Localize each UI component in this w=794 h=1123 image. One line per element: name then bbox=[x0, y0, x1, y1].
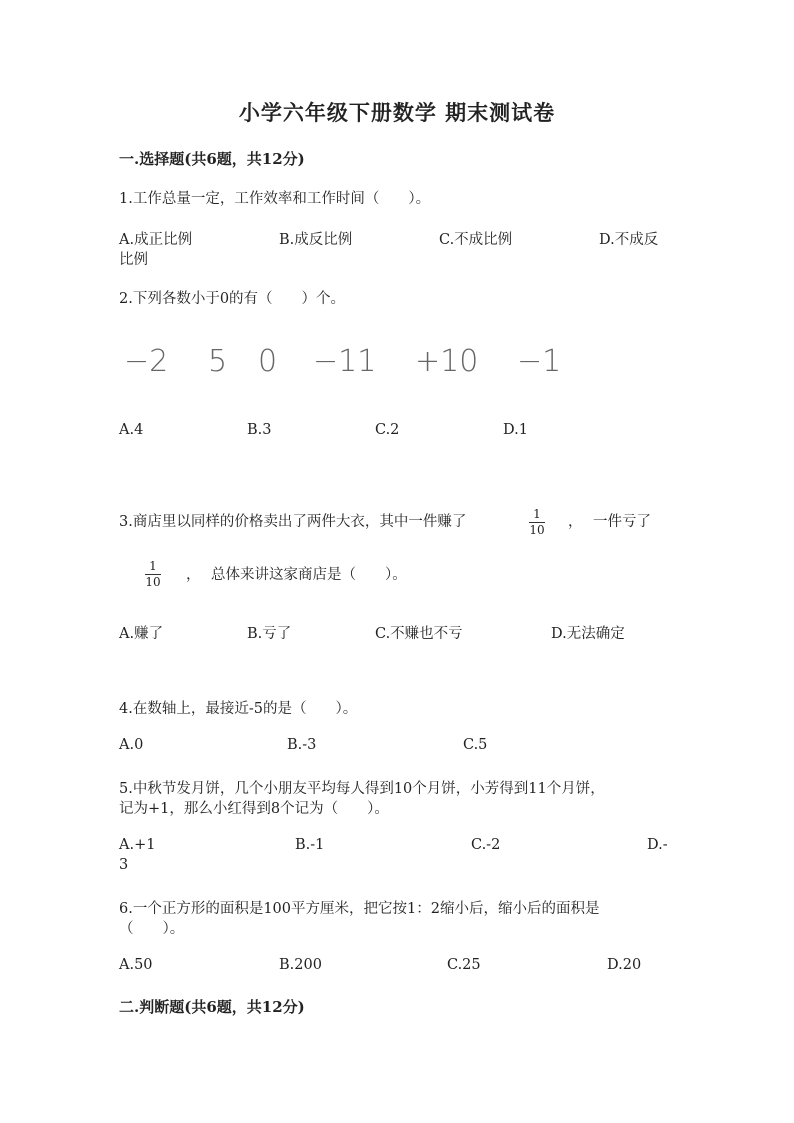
number-item: −1 bbox=[517, 344, 562, 379]
fraction-denominator: 10 bbox=[529, 523, 545, 537]
section-heading-choice: 一.选择题(共6题，共12分) bbox=[119, 150, 305, 168]
question-1-option-d-wrap: 比例 bbox=[119, 252, 148, 268]
page-title: 小学六年级下册数学 期末测试卷 bbox=[238, 100, 556, 125]
question-4-option-c: C.5 bbox=[463, 737, 488, 753]
question-3-comma: ， bbox=[568, 514, 583, 530]
question-1-text: 1.工作总量一定，工作效率和工作时间（ ）。 bbox=[119, 191, 431, 207]
number-item: 0 bbox=[258, 344, 278, 379]
question-4-text: 4.在数轴上，最接近-5的是（ ）。 bbox=[119, 701, 358, 717]
number-item: −11 bbox=[313, 344, 377, 379]
question-5-text-line-2: 记为+1，那么小红得到8个记为（ ）。 bbox=[119, 801, 389, 817]
question-3-text-part-1: 3.商店里以同样的价格卖出了两件大衣，其中一件赚了 bbox=[119, 514, 467, 530]
number-item: 5 bbox=[208, 344, 228, 379]
question-1-option-a: A.成正比例 bbox=[119, 232, 193, 248]
section-heading-judgement: 二.判断题(共6题，共12分) bbox=[119, 998, 305, 1016]
question-1-option-c: C.不成比例 bbox=[439, 232, 513, 248]
question-1-option-d: D.不成反 bbox=[599, 232, 659, 248]
fraction-numerator: 1 bbox=[533, 507, 541, 521]
question-6-text-line-1: 6.一个正方形的面积是100平方厘米，把它按1：2缩小后，缩小后的面积是 bbox=[119, 901, 600, 917]
number-item: +10 bbox=[415, 344, 479, 379]
question-3-option-b: B.亏了 bbox=[247, 626, 292, 642]
question-3-comma: ， bbox=[186, 567, 201, 583]
question-5-option-d-wrap: 3 bbox=[119, 857, 129, 873]
question-6-option-a: A.50 bbox=[119, 957, 153, 973]
question-3-text-part-3: 总体来讲这家商店是（ ）。 bbox=[211, 567, 407, 583]
question-5-option-c: C.-2 bbox=[471, 837, 501, 853]
question-5-option-a: A.+1 bbox=[119, 837, 156, 853]
question-4-option-b: B.-3 bbox=[287, 737, 317, 753]
question-2-text: 2.下列各数小于0的有（ ）个。 bbox=[119, 291, 346, 307]
question-5-option-d: D.- bbox=[647, 837, 668, 853]
question-6-option-d: D.20 bbox=[607, 957, 642, 973]
question-4-option-a: A.0 bbox=[119, 737, 144, 753]
fraction bbox=[145, 560, 161, 589]
question-6-option-c: C.25 bbox=[447, 957, 481, 973]
fraction bbox=[529, 508, 545, 537]
question-2-option-c: C.2 bbox=[375, 422, 400, 438]
question-3-option-d: D.无法确定 bbox=[551, 626, 625, 642]
question-2-option-d: D.1 bbox=[503, 422, 528, 438]
question-3-option-c: C.不赚也不亏 bbox=[375, 626, 463, 642]
fraction-numerator: 1 bbox=[149, 559, 157, 573]
question-1-option-b: B.成反比例 bbox=[279, 232, 353, 248]
question-3-option-a: A.赚了 bbox=[119, 626, 164, 642]
fraction-denominator: 10 bbox=[145, 575, 161, 589]
number-item: −2 bbox=[124, 344, 169, 379]
question-2-option-b: B.3 bbox=[247, 422, 272, 438]
question-5-option-b: B.-1 bbox=[295, 837, 325, 853]
question-6-option-b: B.200 bbox=[279, 957, 322, 973]
question-5-text-line-1: 5.中秋节发月饼，几个小朋友平均每人得到10个月饼，小芳得到11个月饼， bbox=[119, 781, 605, 797]
question-6-text-line-2: （ ）。 bbox=[119, 921, 185, 937]
question-3-text-part-2: 一件亏了 bbox=[593, 514, 651, 530]
question-2-option-a: A.4 bbox=[119, 422, 144, 438]
